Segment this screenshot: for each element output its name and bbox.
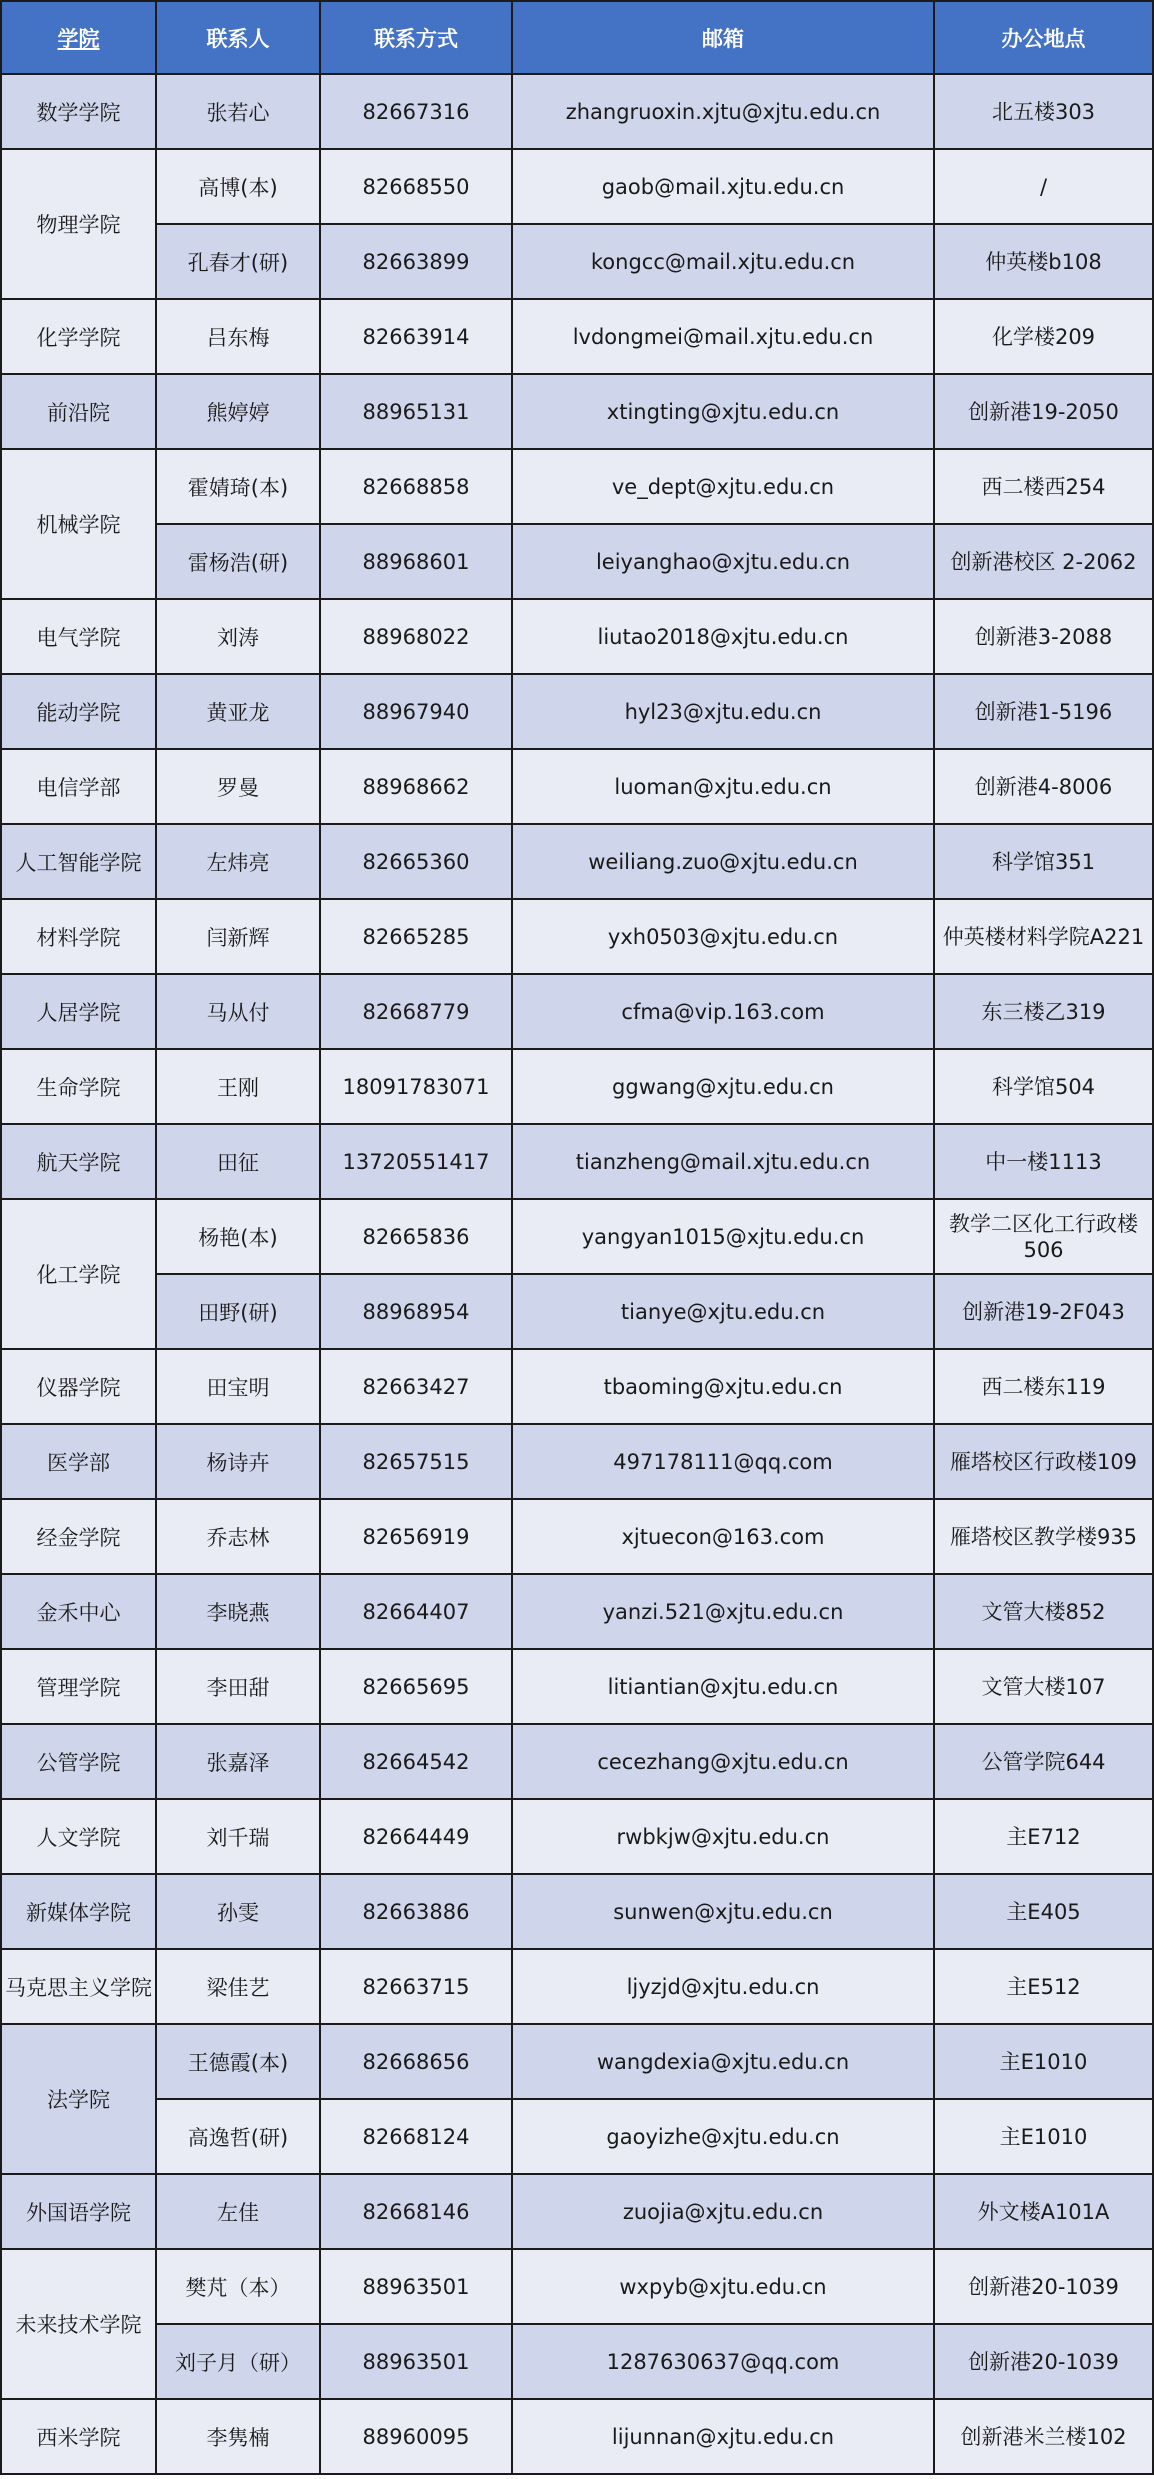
table-row [1,374,1153,449]
cell-school: 法学院 [1,2024,156,2174]
table-row [1,1349,1153,1424]
cell-office: 主E512 [934,1949,1153,2024]
table-row [1,1574,1153,1649]
cell-contact: 马从付 [156,974,320,1049]
cell-office: 文管大楼852 [934,1574,1153,1649]
cell-office: 创新港19-2F043 [934,1274,1153,1349]
cell-office: 仲英楼b108 [934,224,1153,299]
cell-email: tbaoming@xjtu.edu.cn [512,1349,934,1424]
cell-email: tianye@xjtu.edu.cn [512,1274,934,1349]
cell-phone: 82663886 [320,1874,512,1949]
cell-email: lijunnan@xjtu.edu.cn [512,2399,934,2474]
cell-contact: 李晓燕 [156,1574,320,1649]
table-row [1,1499,1153,1574]
cell-office: 科学馆504 [934,1049,1153,1124]
cell-school: 管理学院 [1,1649,156,1724]
cell-phone: 82663914 [320,299,512,374]
table-row [1,1424,1153,1499]
header-school: 学院 [1,1,156,74]
cell-phone: 13720551417 [320,1124,512,1199]
cell-phone: 82663715 [320,1949,512,2024]
cell-school: 电信学部 [1,749,156,824]
cell-contact: 闫新辉 [156,899,320,974]
cell-email: kongcc@mail.xjtu.edu.cn [512,224,934,299]
cell-office: 创新港20-1039 [934,2249,1153,2324]
cell-phone: 88968662 [320,749,512,824]
cell-office: 西二楼东119 [934,1349,1153,1424]
cell-phone: 82667316 [320,74,512,149]
cell-contact: 刘涛 [156,599,320,674]
table-row [1,824,1153,899]
cell-contact: 熊婷婷 [156,374,320,449]
table-row [1,2024,1153,2099]
cell-email: weiliang.zuo@xjtu.edu.cn [512,824,934,899]
cell-email: gaob@mail.xjtu.edu.cn [512,149,934,224]
table-body [1,74,1153,2474]
cell-phone: 82664407 [320,1574,512,1649]
cell-contact: 张嘉泽 [156,1724,320,1799]
cell-contact: 田征 [156,1124,320,1199]
cell-contact: 杨诗卉 [156,1424,320,1499]
cell-contact: 高博(本) [156,149,320,224]
header-office: 办公地点 [934,1,1153,74]
cell-contact: 乔志林 [156,1499,320,1574]
cell-school: 仪器学院 [1,1349,156,1424]
table-row [1,524,1153,599]
cell-phone: 88968022 [320,599,512,674]
cell-email: liutao2018@xjtu.edu.cn [512,599,934,674]
cell-office: 主E1010 [934,2024,1153,2099]
cell-email: ve_dept@xjtu.edu.cn [512,449,934,524]
cell-office: 雁塔校区行政楼109 [934,1424,1153,1499]
cell-office: 西二楼西254 [934,449,1153,524]
cell-phone: 82664542 [320,1724,512,1799]
cell-email: hyl23@xjtu.edu.cn [512,674,934,749]
cell-contact: 刘千瑞 [156,1799,320,1874]
cell-phone: 88963501 [320,2249,512,2324]
cell-email: tianzheng@mail.xjtu.edu.cn [512,1124,934,1199]
cell-phone: 82663427 [320,1349,512,1424]
cell-contact: 雷杨浩(研) [156,524,320,599]
table-row [1,1199,1153,1274]
cell-contact: 高逸哲(研) [156,2099,320,2174]
cell-email: lvdongmei@mail.xjtu.edu.cn [512,299,934,374]
cell-office: 外文楼A101A [934,2174,1153,2249]
cell-school: 人工智能学院 [1,824,156,899]
cell-school: 新媒体学院 [1,1874,156,1949]
cell-contact: 孙雯 [156,1874,320,1949]
table-row [1,149,1153,224]
cell-office: 公管学院644 [934,1724,1153,1799]
table-row [1,1724,1153,1799]
cell-email: xjtuecon@163.com [512,1499,934,1574]
cell-school: 前沿院 [1,374,156,449]
cell-contact: 梁佳艺 [156,1949,320,2024]
cell-school: 航天学院 [1,1124,156,1199]
table-row [1,1124,1153,1199]
cell-phone: 82665285 [320,899,512,974]
cell-phone: 88968601 [320,524,512,599]
cell-email: sunwen@xjtu.edu.cn [512,1874,934,1949]
table-row [1,2399,1153,2474]
cell-contact: 孔春才(研) [156,224,320,299]
header-row [1,1,1153,74]
cell-office: 科学馆351 [934,824,1153,899]
cell-office: 创新港校区 2-2062 [934,524,1153,599]
cell-contact: 张若心 [156,74,320,149]
cell-email: cfma@vip.163.com [512,974,934,1049]
cell-email: gaoyizhe@xjtu.edu.cn [512,2099,934,2174]
cell-phone: 82665836 [320,1199,512,1274]
cell-school: 经金学院 [1,1499,156,1574]
cell-phone: 82665695 [320,1649,512,1724]
cell-email: wangdexia@xjtu.edu.cn [512,2024,934,2099]
table-row [1,599,1153,674]
cell-contact: 左佳 [156,2174,320,2249]
cell-contact: 吕东梅 [156,299,320,374]
cell-school: 生命学院 [1,1049,156,1124]
table-row [1,674,1153,749]
cell-school: 电气学院 [1,599,156,674]
cell-phone: 82663899 [320,224,512,299]
cell-office: 中一楼1113 [934,1124,1153,1199]
cell-office: / [934,149,1153,224]
cell-contact: 左炜亮 [156,824,320,899]
cell-email: yangyan1015@xjtu.edu.cn [512,1199,934,1274]
cell-office: 北五楼303 [934,74,1153,149]
cell-contact: 杨艳(本) [156,1199,320,1274]
cell-email: yanzi.521@xjtu.edu.cn [512,1574,934,1649]
cell-email: luoman@xjtu.edu.cn [512,749,934,824]
cell-email: rwbkjw@xjtu.edu.cn [512,1799,934,1874]
cell-phone: 88965131 [320,374,512,449]
cell-office: 创新港1-5196 [934,674,1153,749]
cell-office: 创新港米兰楼102 [934,2399,1153,2474]
cell-phone: 88960095 [320,2399,512,2474]
header-phone: 联系方式 [320,1,512,74]
cell-contact: 罗曼 [156,749,320,824]
table-row [1,2249,1153,2324]
cell-phone: 82668779 [320,974,512,1049]
table-header [1,1,1153,74]
cell-contact: 刘子月（研） [156,2324,320,2399]
table-row [1,299,1153,374]
cell-school: 未来技术学院 [1,2249,156,2399]
cell-phone: 82657515 [320,1424,512,1499]
cell-contact: 李田甜 [156,1649,320,1724]
cell-phone: 82656919 [320,1499,512,1574]
cell-phone: 82668550 [320,149,512,224]
cell-office: 创新港19-2050 [934,374,1153,449]
cell-school: 化工学院 [1,1199,156,1349]
cell-office: 教学二区化工行政楼506 [934,1199,1153,1274]
cell-school: 化学学院 [1,299,156,374]
cell-office: 主E405 [934,1874,1153,1949]
cell-office: 东三楼乙319 [934,974,1153,1049]
cell-school: 数学学院 [1,74,156,149]
cell-email: yxh0503@xjtu.edu.cn [512,899,934,974]
cell-phone: 88967940 [320,674,512,749]
table-row [1,224,1153,299]
cell-office: 主E712 [934,1799,1153,1874]
cell-email: 497178111@qq.com [512,1424,934,1499]
cell-office: 创新港3-2088 [934,599,1153,674]
cell-email: leiyanghao@xjtu.edu.cn [512,524,934,599]
cell-phone: 82668656 [320,2024,512,2099]
cell-contact: 霍婧琦(本) [156,449,320,524]
header-email: 邮箱 [512,1,934,74]
table-row [1,1649,1153,1724]
table-row [1,2099,1153,2174]
cell-email: xtingting@xjtu.edu.cn [512,374,934,449]
cell-phone: 82668858 [320,449,512,524]
cell-office: 创新港20-1039 [934,2324,1153,2399]
cell-office: 化学楼209 [934,299,1153,374]
cell-school: 机械学院 [1,449,156,599]
header-contact: 联系人 [156,1,320,74]
table-row [1,1049,1153,1124]
cell-school: 人文学院 [1,1799,156,1874]
table-row [1,1799,1153,1874]
cell-office: 主E1010 [934,2099,1153,2174]
cell-phone: 88963501 [320,2324,512,2399]
cell-phone: 82668146 [320,2174,512,2249]
cell-school: 马克思主义学院 [1,1949,156,2024]
cell-contact: 王刚 [156,1049,320,1124]
table-row [1,449,1153,524]
cell-school: 外国语学院 [1,2174,156,2249]
cell-email: litiantian@xjtu.edu.cn [512,1649,934,1724]
cell-school: 西米学院 [1,2399,156,2474]
cell-school: 人居学院 [1,974,156,1049]
cell-office: 文管大楼107 [934,1649,1153,1724]
cell-school: 公管学院 [1,1724,156,1799]
table-row [1,1874,1153,1949]
cell-email: ggwang@xjtu.edu.cn [512,1049,934,1124]
cell-phone: 82664449 [320,1799,512,1874]
table-row [1,749,1153,824]
cell-email: cecezhang@xjtu.edu.cn [512,1724,934,1799]
cell-school: 医学部 [1,1424,156,1499]
cell-school: 物理学院 [1,149,156,299]
cell-email: zuojia@xjtu.edu.cn [512,2174,934,2249]
table-row [1,1949,1153,2024]
cell-phone: 18091783071 [320,1049,512,1124]
cell-contact: 田宝明 [156,1349,320,1424]
table-row [1,899,1153,974]
cell-email: zhangruoxin.xjtu@xjtu.edu.cn [512,74,934,149]
cell-phone: 82665360 [320,824,512,899]
cell-contact: 田野(研) [156,1274,320,1349]
cell-office: 仲英楼材料学院A221 [934,899,1153,974]
cell-contact: 黄亚龙 [156,674,320,749]
cell-contact: 王德霞(本) [156,2024,320,2099]
cell-email: ljyzjd@xjtu.edu.cn [512,1949,934,2024]
cell-email: wxpyb@xjtu.edu.cn [512,2249,934,2324]
cell-office: 雁塔校区教学楼935 [934,1499,1153,1574]
table-row [1,2174,1153,2249]
cell-office: 创新港4-8006 [934,749,1153,824]
cell-contact: 李隽楠 [156,2399,320,2474]
table-row [1,1274,1153,1349]
table-row [1,74,1153,149]
cell-school: 金禾中心 [1,1574,156,1649]
cell-school: 材料学院 [1,899,156,974]
cell-contact: 樊芃（本） [156,2249,320,2324]
table-row [1,974,1153,1049]
cell-email: 1287630637@qq.com [512,2324,934,2399]
cell-school: 能动学院 [1,674,156,749]
table-row [1,2324,1153,2399]
cell-phone: 88968954 [320,1274,512,1349]
cell-phone: 82668124 [320,2099,512,2174]
